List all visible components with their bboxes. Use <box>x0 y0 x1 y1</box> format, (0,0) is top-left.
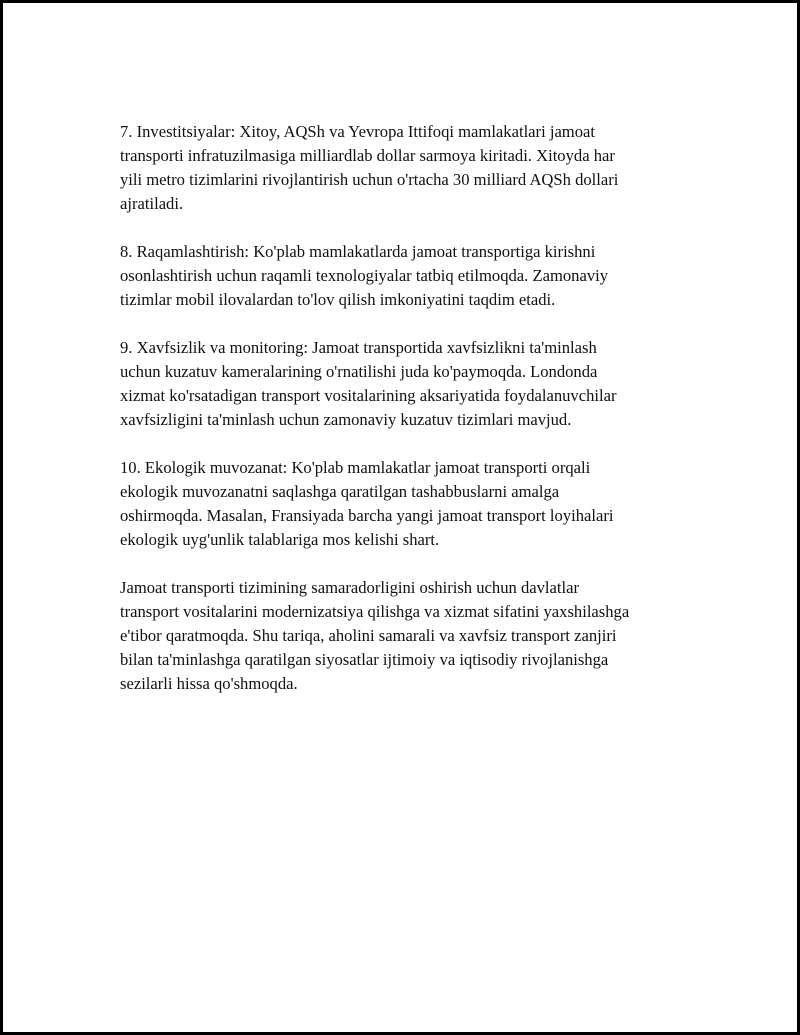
text-line: uchun kuzatuv kameralarining o'rnatilishi juda ko'paymoqda. Londonda <box>120 362 598 381</box>
document-body <box>120 120 700 720</box>
paragraph-ecological-balance <box>120 456 700 552</box>
text-line: ajratiladi. <box>120 194 184 213</box>
text-line: 10. Ekologik muvozanat: Ko'plab mamlakatlar jamoat transporti orqali <box>120 458 591 477</box>
text-line: 7. Investitsiyalar: Xitoy, AQSh va Yevropa Ittifoqi mamlakatlari jamoat <box>120 122 595 141</box>
text-line: osonlashtirish uchun raqamli texnologiyalar tatbiq etilmoqda. Zamonaviy <box>120 266 609 285</box>
text-line: transporti infratuzilmasiga milliardlab dollar sarmoya kiritadi. Xitoyda har <box>120 146 615 165</box>
paragraph-conclusion <box>120 576 700 696</box>
text-line: 8. Raqamlashtirish: Ko'plab mamlakatlarda jamoat transportiga kirishni <box>120 242 596 261</box>
paragraph-digitalization <box>120 240 700 312</box>
text-line: bilan ta'minlashga qaratilgan siyosatlar ijtimoiy va iqtisodiy rivojlanishga <box>120 650 609 669</box>
text-line: xizmat ko'rsatadigan transport vositalarining aksariyatida foydalanuvchilar <box>120 386 617 405</box>
text-line: transport vositalarini modernizatsiya qilishga va xizmat sifatini yaxshilashga <box>120 602 630 621</box>
paragraph-investments <box>120 120 700 216</box>
text-line: 9. Xavfsizlik va monitoring: Jamoat transportida xavfsizlikni ta'minlash <box>120 338 597 357</box>
text-line: sezilarli hissa qo'shmoqda. <box>120 674 298 693</box>
text-line: e'tibor qaratmoqda. Shu tariqa, aholini samarali va xavfsiz transport zanjiri <box>120 626 617 645</box>
paragraph-safety-monitoring <box>120 336 700 432</box>
text-line: ekologik uyg'unlik talablariga mos kelishi shart. <box>120 530 440 549</box>
text-line: tizimlar mobil ilovalardan to'lov qilish imkoniyatini taqdim etadi. <box>120 290 556 309</box>
text-line: oshirmoqda. Masalan, Fransiyada barcha yangi jamoat transport loyihalari <box>120 506 614 525</box>
text-line: ekologik muvozanatni saqlashga qaratilgan tashabbuslarni amalga <box>120 482 560 501</box>
text-line: xavfsizligini ta'minlash uchun zamonaviy kuzatuv tizimlari mavjud. <box>120 410 572 429</box>
text-line: Jamoat transporti tizimining samaradorligini oshirish uchun davlatlar <box>120 578 579 597</box>
text-line: yili metro tizimlarini rivojlantirish uchun o'rtacha 30 milliard AQSh dollari <box>120 170 619 189</box>
